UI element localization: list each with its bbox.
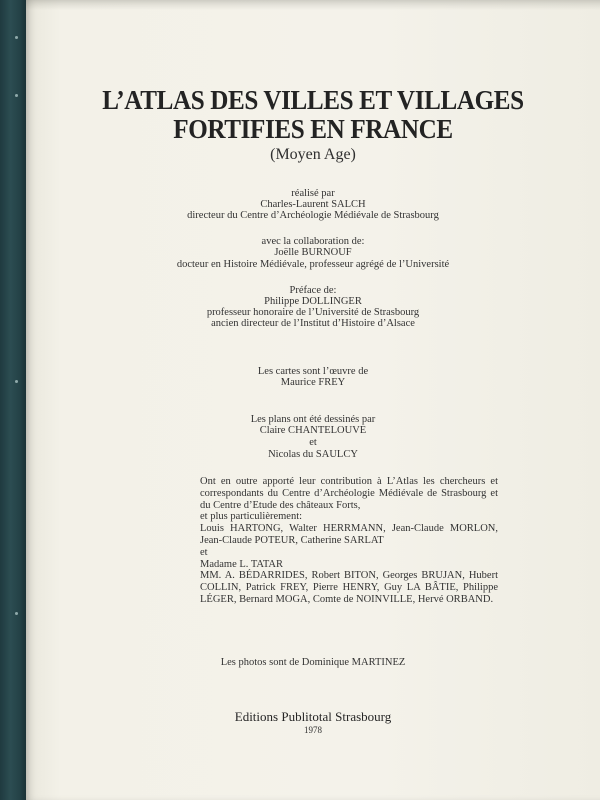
contributors-group-1: Louis HARTONG, Walter HERRMANN, Jean-Claude MORLON, Jean-Claude POTEUR, Catherine SARLAT [200, 523, 498, 546]
subtitle: (Moyen Age) [270, 146, 356, 163]
preface-label: Préface de: [289, 285, 337, 296]
contributors-et: et [200, 546, 208, 558]
book-cover-edge [0, 0, 26, 800]
author-name: Charles-Laurent SALCH [260, 199, 366, 210]
title-line-2: FORTIFIES EN FRANCE [173, 114, 453, 144]
preface-role-1: professeur honoraire de l’Université de Strasbourg [206, 307, 420, 318]
author-role: directeur du Centre d’Archéologie Médiévale de Strasbourg [187, 210, 439, 221]
collab-name: Joëlle BURNOUF [274, 247, 352, 258]
maps-label: Les cartes sont l’œuvre de [257, 366, 369, 377]
contributors-group-2: MM. A. BÉDARRIDES, Robert BITON, Georges BRUJAN, Hubert COLLIN, Patrick FREY, Pierre HENRY, Guy LA BÂTIE, Philippe LÉGER, Bernard MOGA, Comte de NOINVILLE, Hervé ORBAND. [200, 570, 498, 605]
plans-and: et [309, 437, 317, 448]
contributors-intro: Ont en outre apporté leur contribution à L’Atlas les chercheurs et correspondants du Centre d’Archéologie Médiévale de Strasbourg et du Centre d’Etude des châteaux Forts, [200, 476, 498, 511]
plans-label: Les plans ont été dessinés par [250, 414, 376, 425]
contributors-madame: Madame L. TATAR [200, 558, 283, 570]
collab-role: docteur en Histoire Médiévale, professeur agrégé de l’Université [176, 259, 450, 270]
maps-name: Maurice FREY [280, 377, 346, 388]
contributors-block [200, 476, 498, 606]
contributors-particular: et plus particulièrement: [200, 511, 303, 523]
cover-dot [15, 380, 18, 383]
photos-credit: Les photos sont de Dominique MARTINEZ [220, 657, 406, 668]
publisher: Editions Publitotal Strasbourg [234, 709, 392, 724]
title-line-1: L’ATLAS DES VILLES ET VILLAGES [102, 85, 524, 115]
plans-name-1: Claire CHANTELOUVE [259, 425, 367, 436]
preface-role-2: ancien directeur de l’Institut d’Histoire d’Alsace [211, 318, 415, 329]
plans-name-2: Nicolas du SAULCY [268, 449, 358, 460]
publication-year: 1978 [304, 725, 322, 735]
collab-label: avec la collaboration de: [261, 236, 365, 247]
cover-dot [15, 612, 18, 615]
cover-dot [15, 94, 18, 97]
cover-dot [15, 36, 18, 39]
preface-name: Philippe DOLLINGER [264, 296, 362, 307]
realise-label: réalisé par [291, 188, 335, 199]
